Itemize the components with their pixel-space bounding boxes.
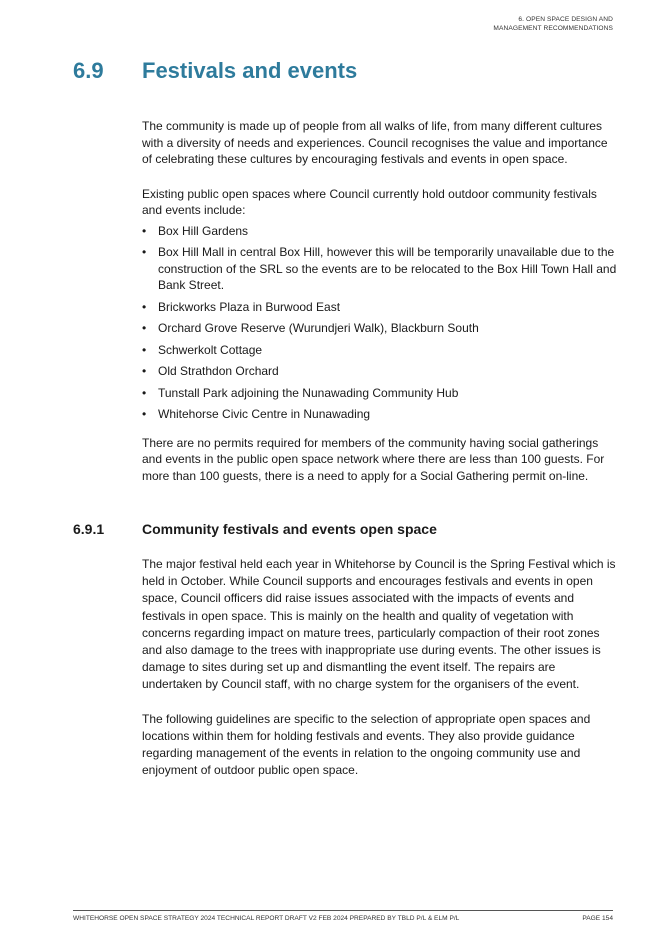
section-heading: [73, 58, 357, 84]
subsection-title: Community festivals and events open space: [142, 521, 437, 537]
list-item: • Box Hill Gardens: [142, 223, 618, 240]
running-header-line-1: 6. OPEN SPACE DESIGN AND: [518, 16, 613, 23]
subsection-heading: [73, 521, 437, 537]
running-header: [493, 16, 613, 33]
permits-paragraph: There are no permits required for members of the community having social gatherings and events in the public open space network where there are less than 100 guests. For more than 100 guests, there is a need to apply for a Social Gathering permit on-line.: [142, 435, 605, 483]
list-item: • Schwerkolt Cottage: [142, 342, 618, 359]
guidelines-paragraph: The following guidelines are specific to the selection of appropriate open spaces and locations within them for holding festivals and events. They also provide guidance regarding management of the events in relation to the ongoing community use and enjoyment of outdoor public open space.: [142, 711, 591, 778]
section-number: 6.9: [73, 58, 104, 83]
running-header-line-2: MANAGEMENT RECOMMENDATIONS: [493, 24, 613, 32]
page-footer: [73, 915, 613, 922]
subsection-body: [142, 556, 618, 779]
footer-divider: [73, 910, 613, 911]
footer-document-info: WHITEHORSE OPEN SPACE STRATEGY 2024 TECHNICAL REPORT DRAFT V2 FEB 2024 PREPARED BY TBLD P/L & ELM P/L: [73, 915, 460, 922]
list-item: • Brickworks Plaza in Burwood East: [142, 299, 618, 316]
section-title: Festivals and events: [142, 58, 358, 83]
list-item: • Tunstall Park adjoining the Nunawading Community Hub: [142, 385, 618, 402]
existing-spaces-paragraph: Existing public open spaces where Council currently hold outdoor community festivals and events include:: [142, 186, 597, 217]
section-body: [142, 118, 618, 484]
list-item: • Box Hill Mall in central Box Hill, however this will be temporarily unavailable due to the construction of the SRL so the events are to be relocated to the Box Hill Town Hall and Bank Street.: [142, 244, 618, 294]
page-number: PAGE 154: [582, 915, 613, 922]
intro-paragraph: The community is made up of people from all walks of life, from many different cultures with a diversity of needs and experiences. Council recognises the value and importance of celebrating these cultures by encouraging festivals and events in open space.: [142, 119, 608, 166]
list-item: • Old Strathdon Orchard: [142, 363, 618, 380]
spring-festival-paragraph: The major festival held each year in Whitehorse by Council is the Spring Festival which is held in October. While Council supports and encourages festivals and events in open space, Council officers did raise issues associated with the impacts of events and festivals in open space. This is mainly on the health and quality of vegetation with concerns regarding impact on mature trees, particularly compaction of their root zones and also damage to the trees with inappropriate use during events. The other issues is damage to sites during set up and dismantling the event itself. The repairs are undertaken by Council staff, with no charge system for the organisers of the event.: [142, 557, 616, 692]
list-item: • Whitehorse Civic Centre in Nunawading: [142, 406, 618, 423]
list-item: • Orchard Grove Reserve (Wurundjeri Walk), Blackburn South: [142, 320, 618, 337]
subsection-number: 6.9.1: [73, 521, 105, 537]
venue-list: [142, 223, 618, 423]
